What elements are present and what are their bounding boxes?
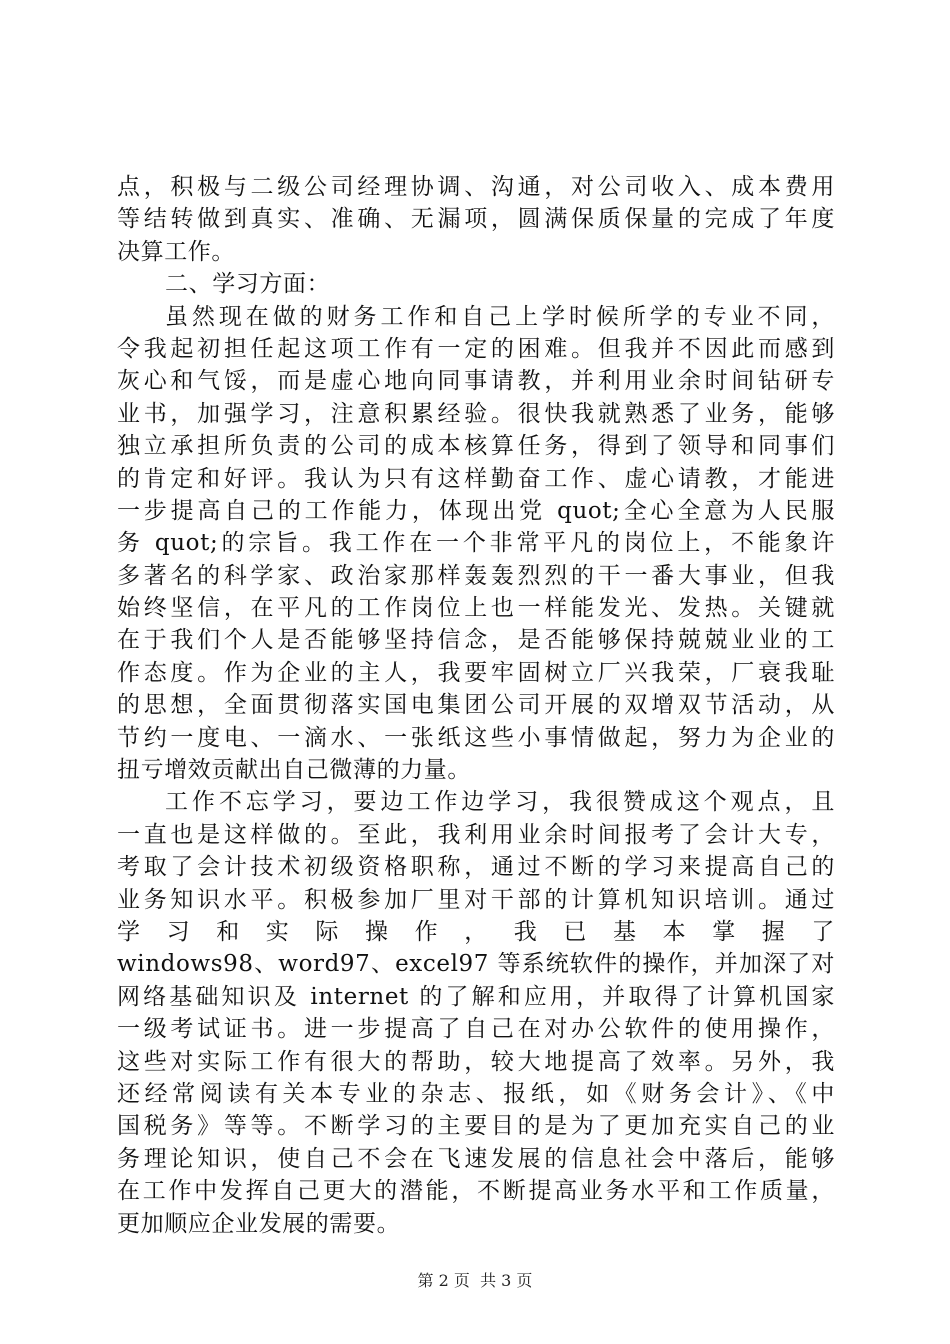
body-text [117,171,835,1240]
text-line: 灰心和气馁，而是虚心地向同事请教，并利用业余时间钻研专 [117,368,835,395]
page-footer [0,1271,950,1291]
text-line: 学 习 和 实 际 操 作 ， 我 已 基 本 掌 握 了 [117,918,835,945]
text-line: 决算工作。 [117,238,235,265]
text-line: 业书，加强学习，注意积累经验。很快我就熟悉了业务，能够 [117,400,835,427]
text-line: 扭亏增效贡献出自己微薄的力量。 [117,757,471,784]
text-line: 等结转做到真实、准确、无漏项，圆满保质保量的完成了年度 [117,206,835,233]
text-line: 一级考试证书。进一步提高了自己在对办公软件的使用操作， [117,1016,835,1043]
text-line: 考取了会计技术初级资格职称，通过不断的学习来提高自己的 [117,854,835,881]
text-line: 这些对实际工作有很大的帮助，较大地提高了效率。另外，我 [117,1048,835,1075]
text-line: 虽然现在做的财务工作和自己上学时候所学的专业不同， [165,303,835,330]
page-number-label: 第 2 页 共 3 页 [417,1271,533,1290]
text-line: 务 quot;的宗旨。我工作在一个非常平凡的岗位上，不能象许 [117,530,835,557]
text-line: 网络基础知识及 internet 的了解和应用，并取得了计算机国家 [117,983,835,1010]
text-line: 业务知识水平。积极参加厂里对干部的计算机知识培训。通过 [117,886,835,913]
text-line: 在工作中发挥自己更大的潜能，不断提高业务水平和工作质量， [117,1178,835,1205]
text-line: 工作不忘学习，要边工作边学习，我很赞成这个观点，且 [165,789,835,816]
section-heading: 二、学习方面： [165,271,331,298]
text-line: 多著名的科学家、政治家那样轰轰烈烈的干一番大事业，但我 [117,562,835,589]
text-line: 一直也是这样做的。至此，我利用业余时间报考了会计大专， [117,821,835,848]
text-line: 始终坚信，在平凡的工作岗位上也一样能发光、发热。关键就 [117,595,835,622]
text-line: 令我起初担任起这项工作有一定的困难。但我并不因此而感到 [117,335,835,362]
text-line: 的思想，全面贯彻落实国电集团公司开展的双增双节活动，从 [117,692,835,719]
text-line: 的肯定和好评。我认为只有这样勤奋工作、虚心请教，才能进 [117,465,835,492]
text-line: 作态度。作为企业的主人，我要牢固树立厂兴我荣，厂衰我耻 [117,659,835,686]
text-line: 一步提高自己的工作能力，体现出党 quot;全心全意为人民服 [117,497,835,524]
text-line: 在于我们个人是否能够坚持信念，是否能够保持兢兢业业的工 [117,627,835,654]
text-line: 独立承担所负责的公司的成本核算任务，得到了领导和同事们 [117,433,835,460]
text-line: 务理论知识，使自己不会在飞速发展的信息社会中落后，能够 [117,1145,835,1172]
text-line: 点，积极与二级公司经理协调、沟通，对公司收入、成本费用 [117,174,835,200]
text-line: 节约一度电、一滴水、一张纸这些小事情做起，努力为企业的 [117,724,835,751]
text-line: 国税务》等等。不断学习的主要目的是为了更加充实自己的业 [117,1113,835,1140]
text-line: windows98、word97、excel97 等系统软件的操作，并加深了对 [117,951,835,978]
text-line: 还经常阅读有关本专业的杂志、报纸，如《财务会计》、《中 [117,1080,835,1107]
text-line: 更加顺应企业发展的需要。 [117,1210,401,1237]
